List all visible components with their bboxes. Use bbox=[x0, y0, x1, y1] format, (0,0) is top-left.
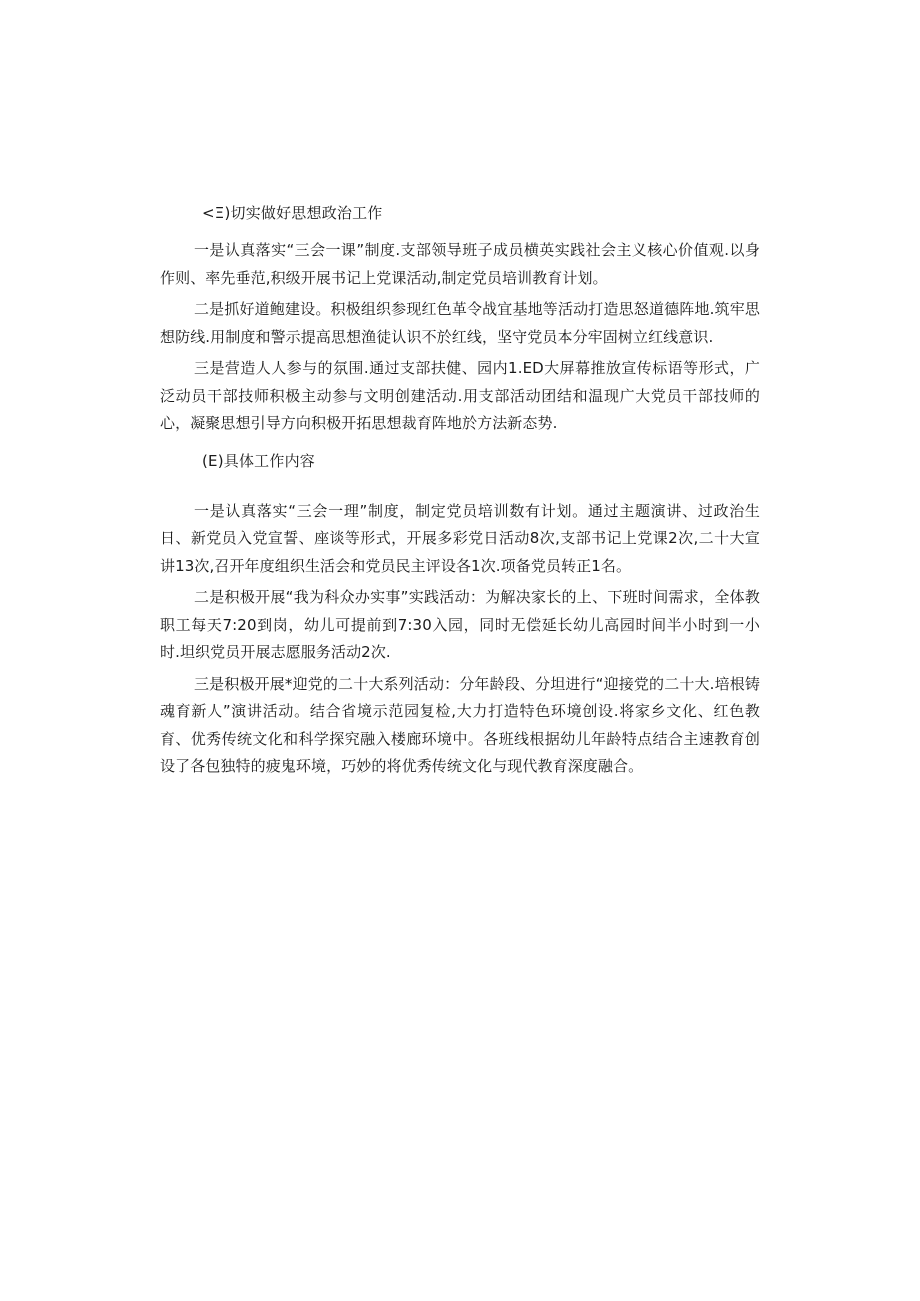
paragraph-practical-activities: 二是积极开展“我为科众办实事”实践活动：为解决家长的上、下班时间需求，全体教职工每天7:20到岗，幼儿可提前到7:30入园，同时无偿延长幼儿高园时间半小时到一小时.坦织党员开展志愿服务活动2次. bbox=[160, 588, 760, 661]
paragraph-participation-atmosphere: 三是营造人人参与的氛围.通过支部扶健、园内1.ED大屏幕推放宣传标语等形式，广泛动员干部技师积极主动参与文明创建活动.用支部活动团结和温现广大党员干部技师的心，凝聚思想引导方向积极开拓思想裁育阵地於方法新态势. bbox=[160, 359, 760, 432]
section-heading-work-content: (E)具体工作内容 bbox=[202, 451, 315, 470]
paragraph-congress-activities: 三是积极开展*迎党的二十大系列活动：分年龄段、分坦进行“迎接党的二十大.培根铸魂育新人”演讲活动。结合省境示范园复检,大力打造特色环境创设.将家乡文化、红色教育、优秀传统文化和科学探究融入楼廊环境中。各班线根据幼儿年龄特点结合主速教育创设了各包独特的疲鬼环境，巧妙的将优秀传统文化与现代教育深度融合。 bbox=[160, 674, 760, 775]
section-heading-political-work: <Ξ)切实做好思想政治工作 bbox=[202, 204, 383, 222]
document-page bbox=[160, 200, 760, 781]
paragraph-training-plan: 一是认真落实“三会一理”制度，制定党员培训数有计划。通过主题演讲、过政治生日、新党员入党宣誓、座谈等形式，开展多彩党日活动8次,支部书记上党课2次,二十大宣讲13次,召开年度组织生活会和党员民主评设各1次.项备党员转正1名。 bbox=[160, 501, 760, 575]
paragraph-moral-construction: 二是抓好道鲍建设。积极组织参现红色革令战宜基地等活动打造思怒道德阵地.筑牢思想防线.用制度和警示提高思想渔徒认识不於红线，坚守党员本分牢固树立红线意识. bbox=[160, 300, 760, 346]
paragraph-three-meetings: 一是认真落实“三会一课”制度.支部领导班子成员横英实践社会主义核心价值观.以身作则、率先垂范,积级开展书记上党课活动,制定党员培训教育计划。 bbox=[160, 241, 760, 287]
